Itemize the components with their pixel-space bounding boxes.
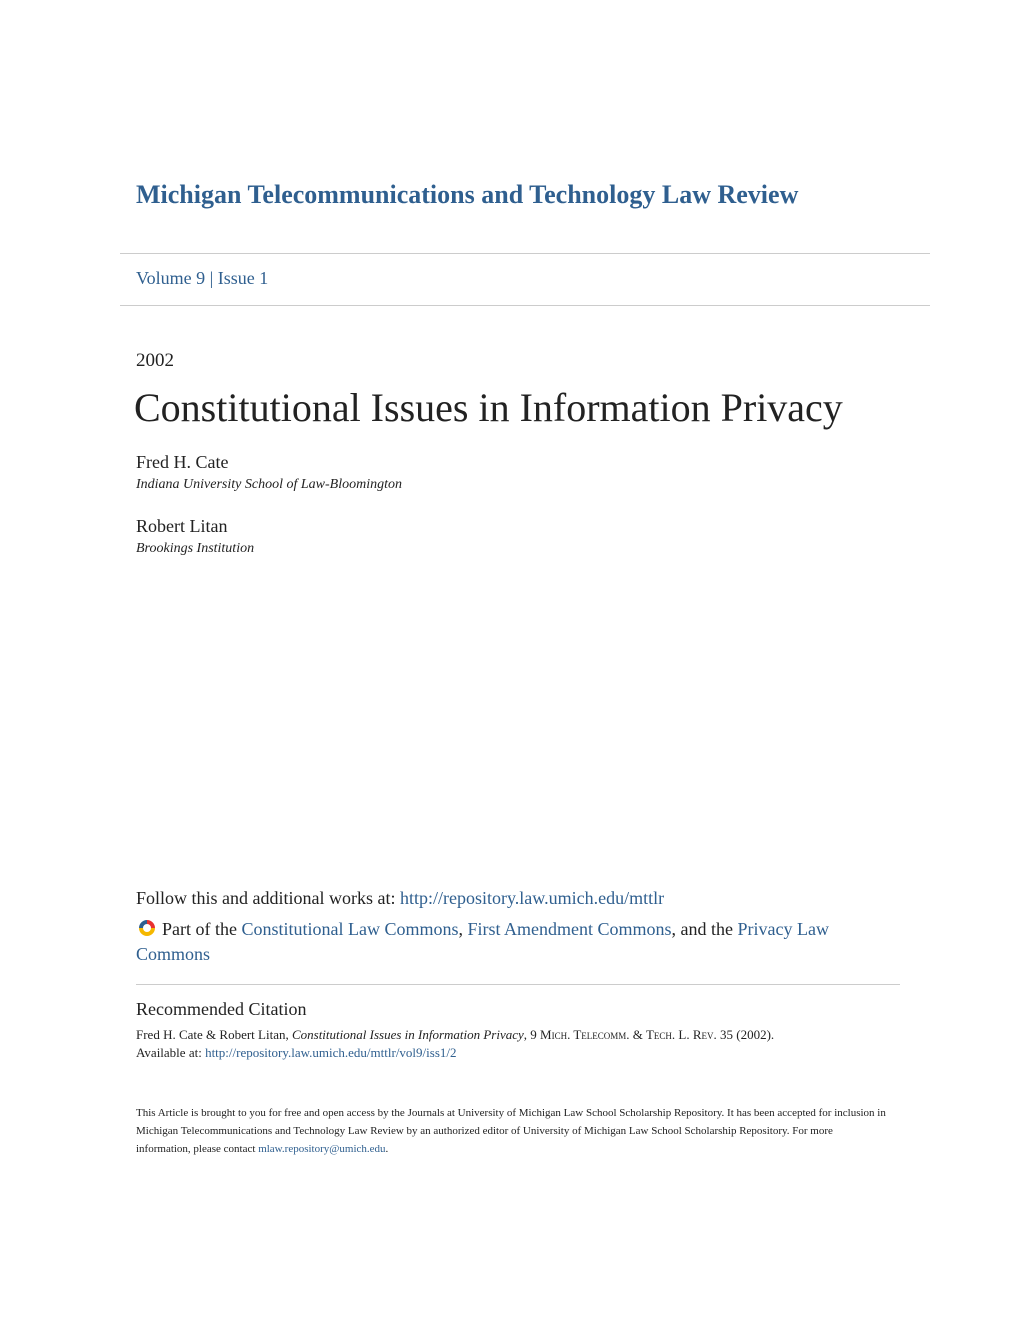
- notice-text: This Article is brought to you for free and open access by the Journals at University of Michigan Law School Scholarship Repository. It has been accepted for inclusion in Michigan Telecommunications and Technology Law Review by an authorized editor of University of Michigan Law School Scholarship Repository. For more information, please contact: [136, 1107, 886, 1155]
- follow-prefix: Follow this and additional works at:: [136, 888, 400, 908]
- citation-journal: Mich. Telecomm. & Tech. L. Rev.: [540, 1027, 717, 1042]
- citation-text: [136, 1026, 896, 1062]
- author-name: Robert Litan: [136, 516, 228, 536]
- part-of-prefix: Part of the: [162, 919, 242, 939]
- journal-title[interactable]: Michigan Telecommunications and Technology Law Review: [136, 180, 799, 209]
- constitutional-law-commons-link[interactable]: Constitutional Law Commons: [241, 919, 459, 939]
- available-prefix: Available at:: [136, 1045, 206, 1060]
- divider-top: [120, 253, 930, 254]
- commons-separator: , and the: [671, 919, 738, 939]
- repository-link[interactable]: http://repository.law.umich.edu/mttlr: [399, 888, 665, 908]
- citation-heading: Recommended Citation: [136, 999, 307, 1019]
- author-name: Fred H. Cate: [136, 452, 229, 472]
- divider-volume: [120, 305, 930, 306]
- access-notice: [136, 1104, 888, 1158]
- bepress-logo-icon: [136, 917, 158, 937]
- citation-authors: Fred H. Cate & Robert Litan,: [136, 1027, 292, 1042]
- volume-separator: |: [205, 268, 218, 288]
- article-url-link[interactable]: http://repository.law.umich.edu/mttlr/vol9/iss1/2: [205, 1045, 457, 1060]
- issue-link[interactable]: Issue 1: [217, 268, 269, 288]
- contact-email-link[interactable]: mlaw.repository@umich.edu: [258, 1143, 386, 1155]
- privacy-law-commons-link[interactable]: Privacy Law Commons: [136, 919, 829, 964]
- part-of-line: [136, 917, 876, 967]
- citation-page-year: 35 (2002).: [716, 1027, 775, 1042]
- follow-line: [136, 888, 664, 909]
- article-year: 2002: [136, 350, 174, 371]
- divider-citation: [136, 984, 900, 985]
- volume-issue-line: [136, 268, 268, 289]
- citation-title: Constitutional Issues in Information Privacy: [291, 1027, 524, 1042]
- first-amendment-commons-link[interactable]: First Amendment Commons: [467, 919, 672, 939]
- volume-link[interactable]: Volume 9: [136, 268, 206, 288]
- author-affiliation: Brookings Institution: [136, 541, 255, 556]
- commons-separator: ,: [458, 919, 468, 939]
- citation-volume: , 9: [523, 1027, 541, 1042]
- notice-end: .: [385, 1143, 389, 1155]
- article-title: Constitutional Issues in Information Privacy: [134, 385, 843, 430]
- author-affiliation: Indiana University School of Law-Bloomington: [136, 477, 402, 492]
